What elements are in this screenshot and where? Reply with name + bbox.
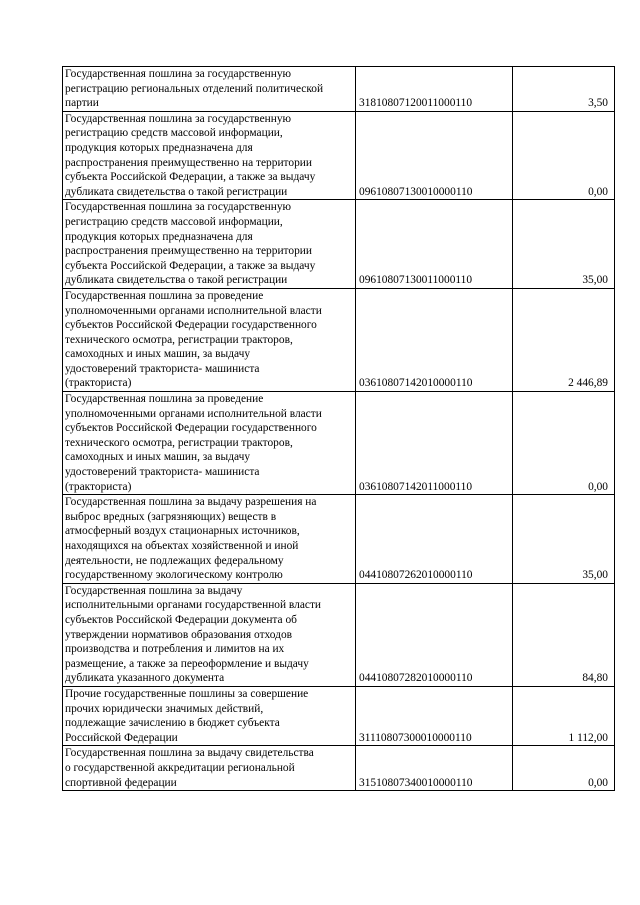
fee-description: Государственная пошлина за проведение уполномоченными органами исполнительной власти субъектов Российской Федерации государственного технического осмотра, регистрации тракторов, самоходных и иных машин, за выдачу удостоверений тракториста- машиниста (тракториста) [65, 393, 322, 493]
fee-description-cell [63, 392, 356, 495]
fee-description-cell [63, 583, 356, 686]
budget-code-cell: 03610807142011000110 [356, 392, 513, 495]
fee-description-cell [63, 111, 356, 200]
table-row [63, 746, 615, 791]
amount-cell: 3,50 [513, 67, 615, 112]
budget-code-cell: 31110807300010000110 [356, 686, 513, 745]
table-row [63, 111, 615, 200]
amount-cell: 0,00 [513, 746, 615, 791]
fee-description-cell [63, 686, 356, 745]
amount-cell: 1 112,00 [513, 686, 615, 745]
table-row [63, 67, 615, 112]
amount-cell: 35,00 [513, 495, 615, 584]
budget-code-cell: 31510807340010000110 [356, 746, 513, 791]
fee-description: Государственная пошлина за выдачу разрешения на выброс вредных (загрязняющих) веществ в атмосферный воздух стационарных источников, находящихся на объектах хозяйственной и иной деятельности, не подлежащих федеральному государственному экологическому контролю [65, 496, 317, 582]
table-row [63, 583, 615, 686]
fee-description: Государственная пошлина за проведение уполномоченными органами исполнительной власти субъектов Российской Федерации государственного технического осмотра, регистрации тракторов, самоходных и иных машин, за выдачу удостоверений тракториста- машиниста (тракториста) [65, 289, 322, 390]
amount-cell: 35,00 [513, 200, 615, 289]
amount-cell: 2 446,89 [513, 288, 615, 391]
fee-description-cell [63, 495, 356, 584]
revenue-table [62, 66, 615, 791]
budget-code-cell: 09610807130011000110 [356, 200, 513, 289]
table-row [63, 392, 615, 495]
amount-cell: 0,00 [513, 392, 615, 495]
amount-cell: 84,80 [513, 583, 615, 686]
budget-code-cell: 04410807282010000110 [356, 583, 513, 686]
table-row [63, 288, 615, 391]
fee-description: Государственная пошлина за выдачу исполнительными органами государственной власти субъектов Российской Федерации документа об утверждении нормативов образования отходов производства и потребления и лимитов на их размещение, а также за переоформление и выдачу дубликата указанного документа [65, 584, 322, 685]
table-row [63, 686, 615, 745]
fee-description-cell [63, 746, 356, 791]
budget-code-cell: 31810807120011000110 [356, 67, 513, 112]
fee-description-cell [63, 288, 356, 391]
budget-code-cell: 09610807130010000110 [356, 111, 513, 200]
table-row [63, 200, 615, 289]
fee-description: Прочие государственные пошлины за совершение прочих юридически значимых действий, подлежащие зачислению в бюджет субъекта Российской Федерации [65, 687, 309, 744]
fee-description: Государственная пошлина за государственную регистрацию средств массовой информации, продукция которых предназначена для распространения преимущественно на территории субъекта Российской Федерации, а также за выдачу дубликата свидетельства о такой регистрации [65, 201, 316, 287]
budget-code-cell: 03610807142010000110 [356, 288, 513, 391]
fee-description: Государственная пошлина за выдачу свидетельства о государственной аккредитации региональной спортивной федерации [65, 747, 314, 789]
budget-code-cell: 04410807262010000110 [356, 495, 513, 584]
fee-description: Государственная пошлина за государственную регистрацию региональных отделений политической партии [65, 68, 324, 110]
fee-description-cell [63, 67, 356, 112]
table-row [63, 495, 615, 584]
amount-cell: 0,00 [513, 111, 615, 200]
fee-description-cell [63, 200, 356, 289]
fee-description: Государственная пошлина за государственную регистрацию средств массовой информации, продукция которых предназначена для распространения преимущественно на территории субъекта Российской Федерации, а также за выдачу дубликата свидетельства о такой регистрации [65, 112, 316, 198]
